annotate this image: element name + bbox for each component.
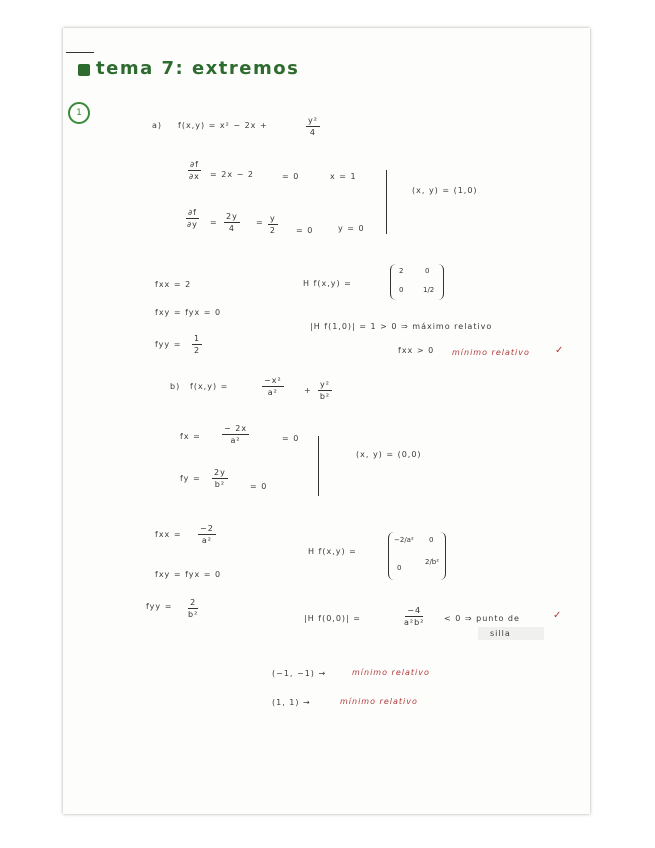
part-a-fyy-fraction <box>192 334 202 355</box>
frac-num: y² <box>308 116 318 125</box>
part-b-fx-eq: = 0 <box>282 434 300 443</box>
part-a-label: a) <box>152 121 163 130</box>
part-a-fy-eq: = 0 <box>296 226 314 235</box>
part-b-critical-point: (x, y) = (0,0) <box>356 450 422 459</box>
part-b-det-rhs: < 0 ⇒ punto de <box>444 614 520 623</box>
part-b-label: b) <box>170 382 181 391</box>
part-b-fx: fx = <box>180 432 201 441</box>
part-a-y-solution: y = 0 <box>338 224 365 233</box>
frac-den: 2 <box>269 226 276 235</box>
part-b-fxx: fxx = <box>155 530 182 539</box>
frac-num: −2 <box>200 524 214 533</box>
frac-den: a²b² <box>404 618 425 627</box>
matrix-cell: 0 <box>425 267 430 275</box>
part-a-dfdx <box>188 160 201 181</box>
frac-num: ∂f <box>188 208 197 217</box>
frac-den: 2 <box>194 346 201 355</box>
matrix-cell: 0 <box>399 286 404 294</box>
part-a-critical-point: (x, y) = (1,0) <box>412 186 478 195</box>
frac-den: 4 <box>309 128 317 137</box>
frac-num: 2 <box>190 598 197 607</box>
frac-den: b² <box>188 610 199 619</box>
note-point: (−1, −1) → <box>272 669 327 678</box>
frac-num: y² <box>320 380 330 389</box>
part-b-fyy-fraction <box>188 598 198 619</box>
frac-num: 2y <box>214 468 226 477</box>
part-b-fx-fraction <box>222 424 249 445</box>
part-b-det-lhs: |H f(0,0)| = <box>304 614 361 623</box>
frac-den: a² <box>267 388 278 397</box>
part-a-function: f(x,y) = x² − 2x + <box>178 121 268 130</box>
top-dash <box>66 52 94 53</box>
frac-num: y <box>270 214 276 223</box>
part-b-fy-eq: = 0 <box>250 482 268 491</box>
part-a-fx-rhs: = 2x − 2 <box>210 170 254 179</box>
note-point: (1, 1) → <box>272 698 311 707</box>
note-text: mínimo relativo <box>340 697 418 706</box>
part-b-silla: silla <box>490 629 511 638</box>
highlight-box <box>478 627 544 640</box>
note-text: mínimo relativo <box>352 668 430 677</box>
part-a-determinant: |H f(1,0)| = 1 > 0 ⇒ máximo relativo <box>310 322 493 331</box>
frac-num: − 2x <box>224 424 248 433</box>
part-b-function: f(x,y) = <box>190 382 229 391</box>
frac-den: 4 <box>228 224 235 233</box>
part-a-fx-eq: = 0 <box>282 172 300 181</box>
part-a-fy-frac2 <box>268 214 278 235</box>
part-a-fy-eq1: = <box>210 218 218 227</box>
frac-num: 2y <box>226 212 238 221</box>
part-a-fxx: fxx = 2 <box>155 280 192 289</box>
part-a-x-solution: x = 1 <box>330 172 357 181</box>
part-b-frac2 <box>318 380 332 401</box>
part-a-fy-frac1 <box>224 212 240 233</box>
part-a-fy-eq2: = <box>256 218 264 227</box>
part-a-fxx-positive: fxx > 0 <box>398 346 435 355</box>
part-b-hessian-matrix <box>388 532 446 580</box>
frac-den: ∂x <box>189 172 200 181</box>
exercise-number-badge: 1 <box>68 102 90 124</box>
part-a-fyy: fyy = <box>155 340 182 349</box>
part-b-plus: + <box>304 386 312 395</box>
matrix-cell: 0 <box>397 564 402 572</box>
matrix-cell: 1/2 <box>423 286 435 294</box>
frac-den: a² <box>201 536 212 545</box>
matrix-cell: 2 <box>399 267 404 275</box>
part-a-dfdy <box>186 208 199 229</box>
frac-den: b² <box>319 392 331 401</box>
part-b-det-fraction <box>404 606 424 627</box>
system-brace <box>386 170 390 234</box>
part-a-hessian-matrix <box>390 264 444 300</box>
part-a-function-fraction <box>306 116 320 137</box>
frac-num: ∂f <box>190 160 199 169</box>
part-a-hessian-label: H f(x,y) = <box>303 279 352 288</box>
part-b-fyy: fyy = <box>146 602 173 611</box>
page-title: tema 7: extremos <box>96 58 300 79</box>
notebook-page <box>63 28 590 814</box>
part-a-fxy: fxy = fyx = 0 <box>155 308 222 317</box>
title-bullet-icon <box>78 64 90 76</box>
matrix-cell: −2/a² <box>394 536 414 544</box>
part-b-fy: fy = <box>180 474 201 483</box>
frac-num: −x² <box>264 376 282 385</box>
checkmark-icon: ✓ <box>555 345 564 356</box>
frac-num: 1 <box>194 334 201 343</box>
frac-num: −4 <box>407 606 422 615</box>
part-b-fxy: fxy = fyx = 0 <box>155 570 222 579</box>
part-b-fxx-fraction <box>198 524 216 545</box>
frac-den: b² <box>214 480 226 489</box>
matrix-cell: 2/b² <box>425 558 440 566</box>
frac-den: ∂y <box>187 220 198 229</box>
part-b-frac1 <box>262 376 284 397</box>
part-b-fy-fraction <box>212 468 228 489</box>
system-brace <box>318 436 322 496</box>
checkmark-icon: ✓ <box>553 610 562 621</box>
part-b-hessian-label: H f(x,y) = <box>308 547 357 556</box>
matrix-cell: 0 <box>429 536 434 544</box>
part-a-conclusion: mínimo relativo <box>452 348 530 357</box>
frac-den: a² <box>230 436 241 445</box>
